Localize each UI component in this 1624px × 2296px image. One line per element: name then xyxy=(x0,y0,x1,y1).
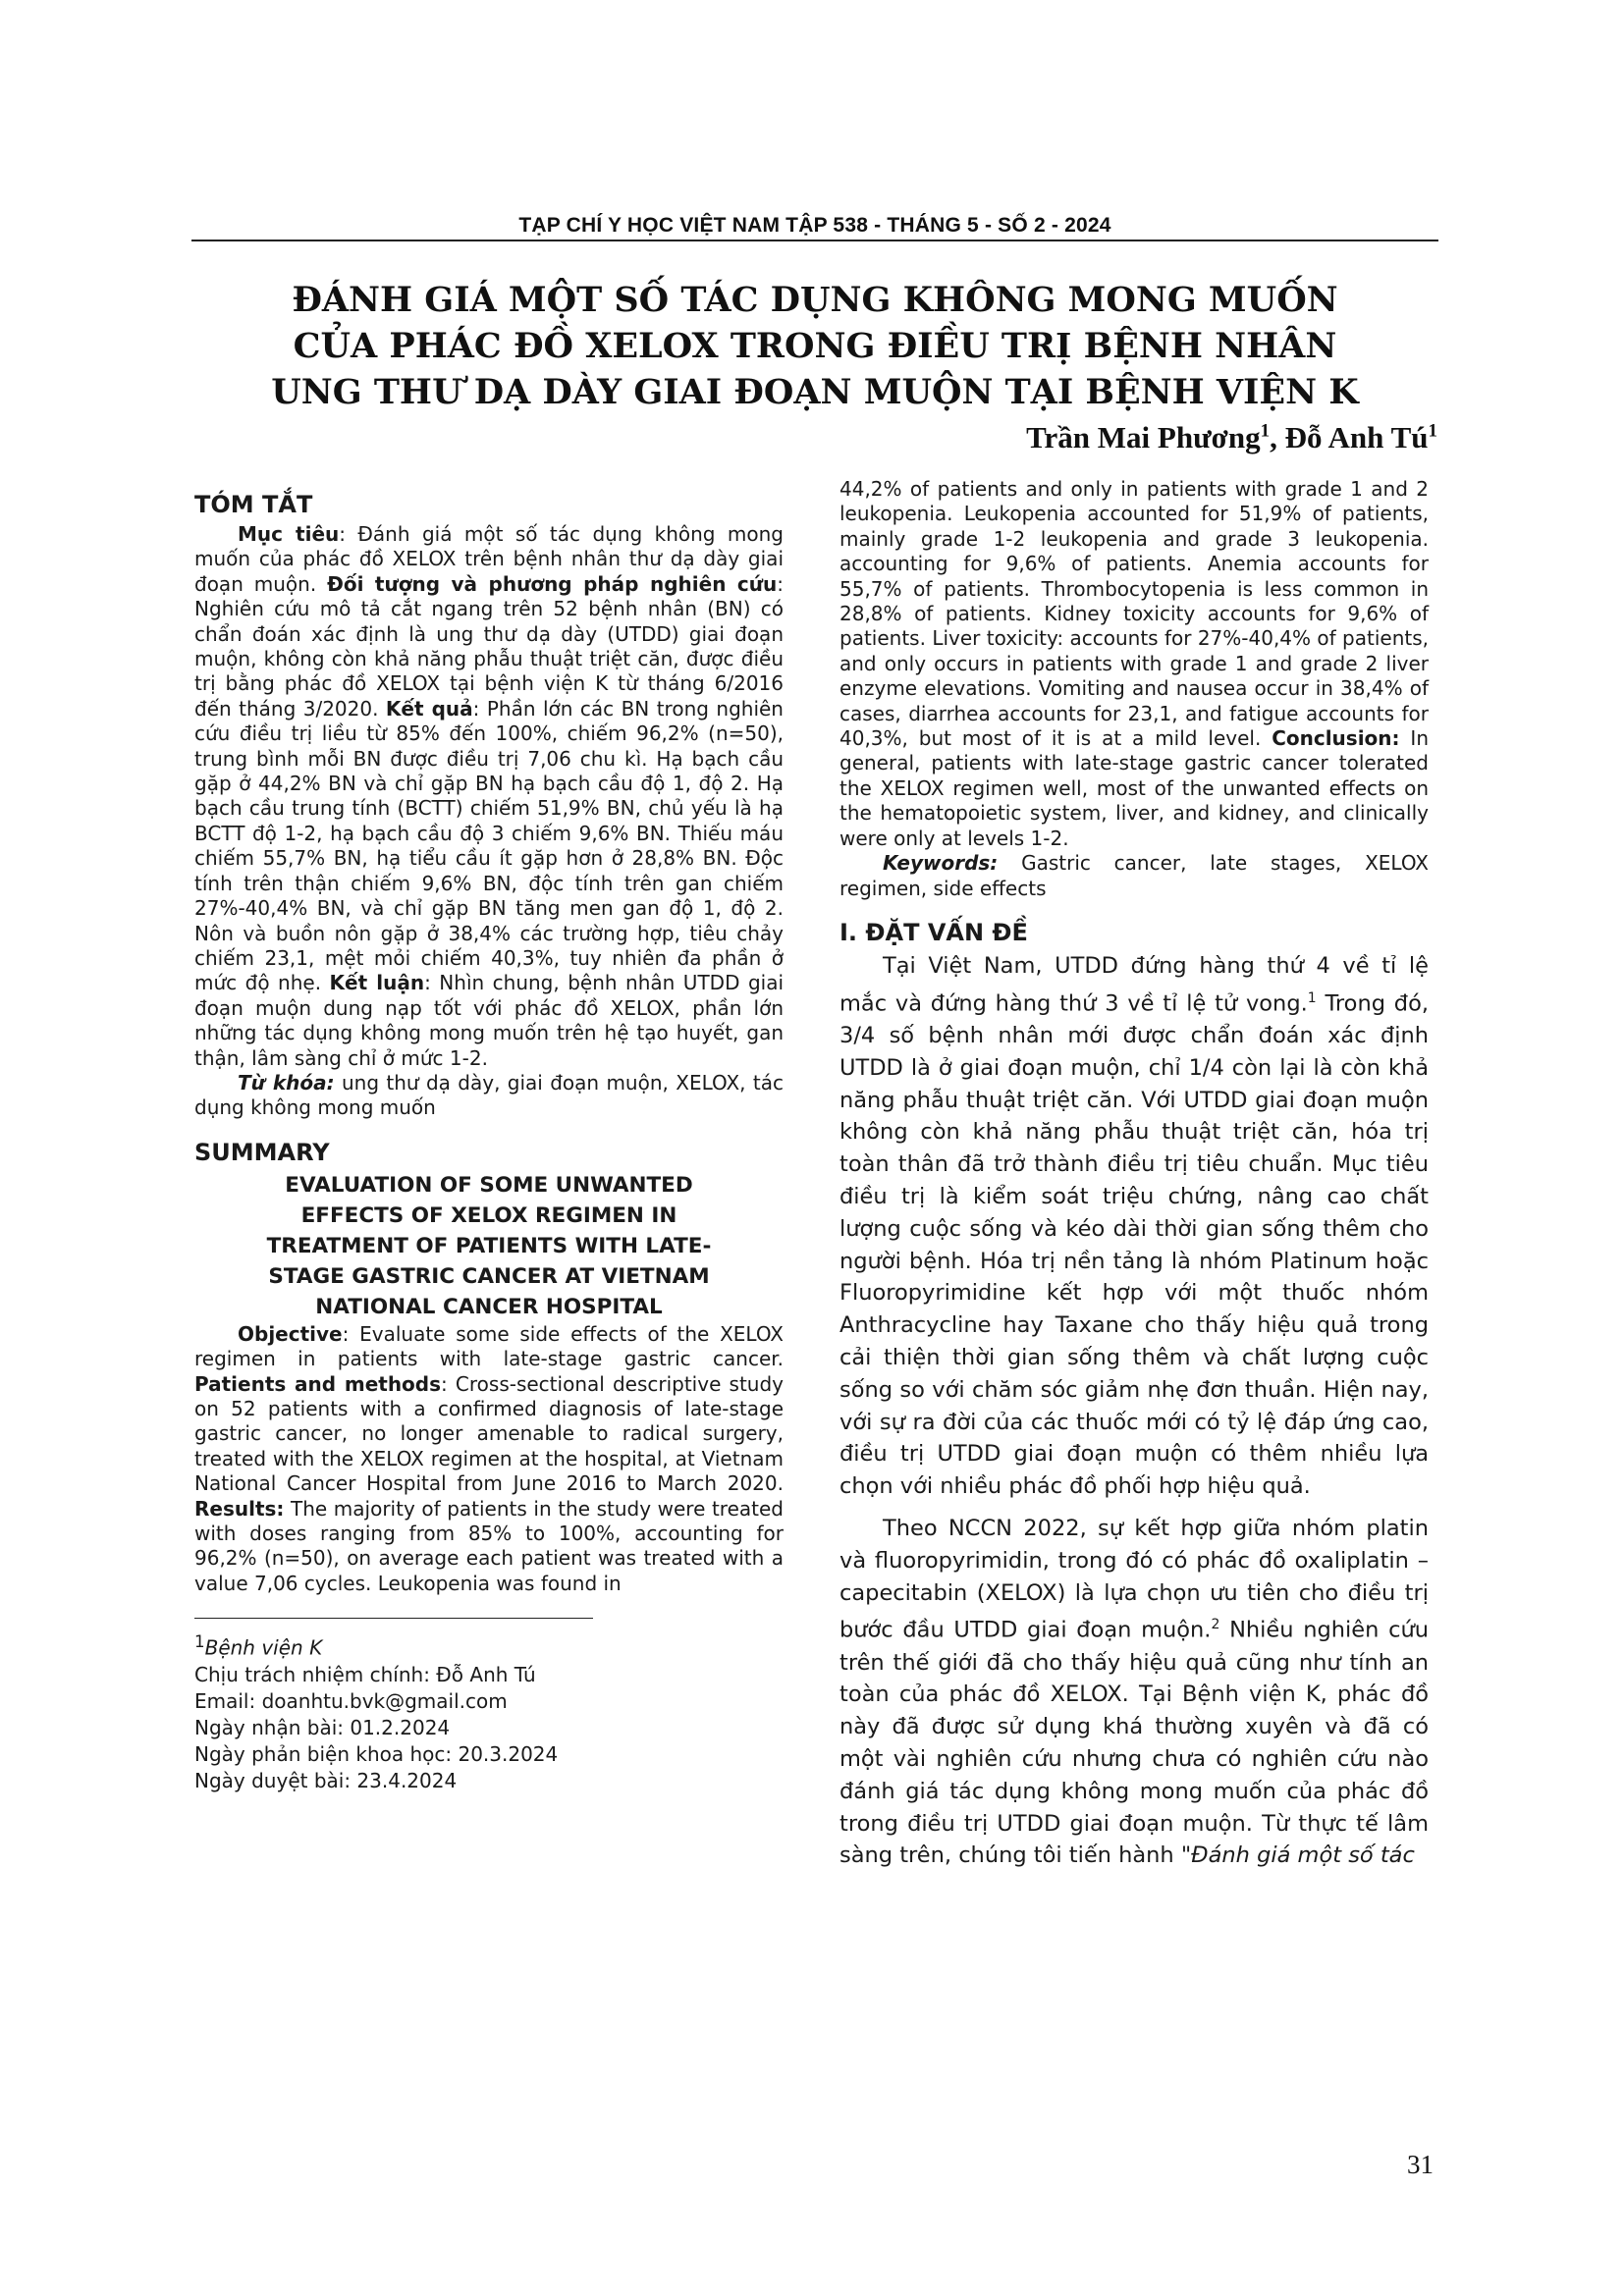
summary-title-line: EVALUATION OF SOME UNWANTED xyxy=(285,1172,693,1198)
bold-run: Kết luận xyxy=(329,971,425,995)
section-1-paragraph xyxy=(839,950,1429,1503)
footnote-affiliation xyxy=(194,1629,784,1662)
paragraph-text: Tại Việt Nam, UTDD đứng hàng thứ 4 về tỉ lệ mắc và đứng hàng thứ 3 về tỉ lệ tử vong. xyxy=(839,952,1429,1017)
text-run: : Nhìn chung, bệnh nhân UTDD giai đoạn muộn dung nạp tốt với phác đồ XELOX, phần lớn những tác dụng không mong muốn trên hệ tạo huyết, gan thận, lâm sàng chỉ ở mức 1-2. xyxy=(194,971,785,1070)
running-header: TẠP CHÍ Y HỌC VIỆT NAM TẬP 538 - THÁNG 5 - SỐ 2 - 2024 xyxy=(518,214,1111,237)
summary-title-line: TREATMENT OF PATIENTS WITH LATE- xyxy=(266,1233,712,1258)
footnote-line: Email: doanhtu.bvk@gmail.com xyxy=(194,1688,508,1713)
bold-run: Conclusion: xyxy=(1272,726,1400,751)
citation-ref: 2 xyxy=(1211,1617,1220,1633)
bold-run: Results: xyxy=(194,1496,285,1521)
right-column xyxy=(839,477,1429,1872)
bold-run: Kết quả xyxy=(385,696,473,721)
title-line: UNG THƯ DẠ DÀY GIAI ĐOẠN MUỘN TẠI BỆNH VIỆN K xyxy=(271,372,1359,412)
keywords-vi-label: Từ khóa: xyxy=(238,1070,335,1095)
article-title xyxy=(191,277,1438,415)
keywords-vi-text: ung thư dạ dày, giai đoạn muộn, XELOX, tác dụng không mong muốn xyxy=(194,1070,784,1120)
title-line: CỦA PHÁC ĐỒ XELOX TRONG ĐIỀU TRỊ BỆNH NHÂN xyxy=(293,326,1337,366)
text-run: : Cross-sectional descriptive study on 52 patients with a confirmed diagnosis of late-stage gastric cancer, no longer amenable to radical surgery, treated with the XELOX regimen at the hospital, at Vietnam National Cancer Hospital from June 2016 to March 2020. xyxy=(194,1371,784,1496)
bold-run: Patients and methods xyxy=(194,1371,442,1396)
author-affiliation-sup: 1 xyxy=(1260,420,1271,442)
footnote-rule xyxy=(194,1618,593,1619)
paragraph-text: Theo NCCN 2022, sự kết hợp giữa nhóm platin và fluoropyrimidin, trong đó có phác đồ oxaliplatin – capecitabin (XELOX) là lựa chọn ưu tiên cho điều trị bước đầu UTDD giai đoạn muộn. xyxy=(839,1515,1429,1643)
footnote-line: Chịu trách nhiệm chính: Đỗ Anh Tú xyxy=(194,1662,536,1686)
keywords-en-label: Keywords: xyxy=(883,851,999,876)
footnote-line: Ngày nhận bài: 01.2.2024 xyxy=(194,1715,451,1739)
summary-heading: SUMMARY xyxy=(194,1138,330,1166)
bold-run: Đối tượng và phương pháp nghiên cứu xyxy=(327,571,778,596)
footnotes xyxy=(194,1629,784,1794)
keywords-en xyxy=(839,851,1429,901)
summary-title-line: NATIONAL CANCER HOSPITAL xyxy=(315,1294,663,1319)
bold-run: Mục tiêu xyxy=(238,522,340,546)
abstract-vi-text xyxy=(194,522,784,1071)
section-1-paragraph xyxy=(839,1513,1429,1872)
title-line: ĐÁNH GIÁ MỘT SỐ TÁC DỤNG KHÔNG MONG MUỐN xyxy=(292,280,1338,320)
text-run: The majority of patients in the study were treated with doses ranging from 85% to 100%, accounting for 96,2% (n=50), on average each patient was treated with a value 7,06 cycles. Leukopenia was found in xyxy=(194,1496,784,1595)
summary-title xyxy=(214,1170,764,1322)
bold-run: Objective xyxy=(238,1321,343,1346)
summary-text-part2 xyxy=(839,477,1429,851)
footnote-sup: 1 xyxy=(194,1632,205,1652)
author-name: Đỗ Anh Tú xyxy=(1284,420,1429,454)
paragraph-text: Nhiều nghiên cứu trên thế giới đã cho thấy hiệu quả cũng như tính an toàn của phác đồ XELOX. Tại Bệnh viện K, phác đồ này đã được sử dụng khá thường xuyên và đã có một vài nghiên cứu nhưng chưa có nghiên cứu nào đánh giá tác dụng không mong muốn của phác đồ trong điều trị UTDD giai đoạn muộn. Từ thực tế lâm sàng trên, chúng tôi tiến hành xyxy=(839,1617,1429,1869)
author-list xyxy=(1026,420,1437,455)
summary-title-line: EFFECTS OF XELOX REGIMEN IN xyxy=(300,1202,677,1228)
author-name: Trần Mai Phương xyxy=(1026,420,1261,454)
text-run: : Nghiên cứu mô tả cắt ngang trên 52 bệnh nhân (BN) có chẩn đoán xác định là ung thư dạ dày (UTDD) giai đoạn muộn, không còn khả năng phẫu thuật triệt căn, được điều trị bằng phác đồ XELOX tại bệnh viện K từ tháng 6/2016 đến tháng 3/2020. xyxy=(194,571,784,721)
paragraph-text: Trong đó, 3/4 số bệnh nhân mới được chẩn đoán xác định UTDD là ở giai đoạn muộn, chỉ 1/4 còn lại là còn khả năng phẫu thuật triệt căn. Với UTDD giai đoạn muộn không còn khả năng phẫu thuật triệt căn, hóa trị toàn thân đã trở thành điều trị tiêu chuẩn. Mục tiêu điều trị là kiểm soát triệu chứng, nâng cao chất lượng cuộc sống và kéo dài thời gian sống thêm cho người bệnh. Hóa trị nền tảng là nhóm Platinum hoặc Fluoropyrimidine kết hợp với một thuốc nhóm Anthracycline hay Taxane cho thấy hiệu quả trong cải thiện thời gian sống thêm và chất lượng cuộc sống so với chăm sóc giảm nhẹ đơn thuần. Hiện nay, với sự ra đời của các thuốc mới có tỷ lệ đáp ứng cao, điều trị UTDD giai đoạn muộn có thêm nhiều lựa chọn với nhiều phác đồ phối hợp hiệu quả. xyxy=(839,990,1430,1500)
author-separator: , xyxy=(1270,420,1285,454)
page-number: 31 xyxy=(1407,2150,1434,2179)
text-run: : Evaluate some side effects of the XELOX regimen in patients with late-stage gastric cancer. xyxy=(194,1321,784,1371)
text-run: : Phần lớn các BN trong nghiên cứu điều trị liều từ 85% đến 100%, chiếm 96,2% (n=50), trung bình mỗi BN được điều trị 7,06 chu kì. Hạ bạch cầu gặp ở 44,2% BN và chỉ gặp BN hạ bạch cầu độ 1, độ 2. Hạ bạch cầu trung tính (BCTT) chiếm 51,9% BN, chủ yếu là hạ BCTT độ 1-2, hạ bạch cầu độ 3 chiếm 9,6% BN. Thiếu máu chiếm 55,7% BN, hạ tiểu cầu ít gặp hơn ở 28,8% BN. Độc tính trên thận chiếm 9,6% BN, độc tính trên gan chiếm 27%-40,4% BN, và chỉ gặp BN tăng men gan độ 1, độ 2. Nôn và buồn nôn gặp ở 38,4% các trường hợp, tiêu chảy chiếm 23,1, mệt mỏi chiếm 40,3%, tuy nhiên đa phần ở mức độ nhẹ. xyxy=(194,696,784,995)
left-column xyxy=(194,479,784,1794)
section-1-heading: I. ĐẶT VẤN ĐỀ xyxy=(839,918,1028,946)
footnote-affiliation-text: Bệnh viện K xyxy=(204,1635,323,1660)
text-run: 44,2% of patients and only in patients with grade 1 and 2 leukopenia. Leukopenia accounted for 51,9% of patients, mainly grade 1-2 leukopenia and grade 3 leukopenia. accounting for 9,6% of patients. Anemia accounts for 55,7% of patients. Thrombocytopenia is less common in 28,8% of patients. Kidney toxicity accounts for 9,6% of patients. Liver toxicity: accounts for 27%-40,4% of patients, and only occurs in patients with grade 1 and grade 2 liver enzyme elevations. Vomiting and nausea occur in 38,4% of cases, diarrhea accounts for 23,1, and fatigue accounts for 40,3%, but most of it is at a mild level. xyxy=(839,477,1429,751)
abstract-vi-heading: TÓM TẮT xyxy=(194,491,313,518)
keywords-vi xyxy=(194,1071,784,1121)
paragraph-italic: "Đánh giá một số tác xyxy=(1180,1842,1415,1869)
text-run: : Đánh giá một số tác dụng không mong muốn của phác đồ XELOX trên bệnh nhân thư dạ dày giai đoạn muộn. xyxy=(194,522,784,596)
keywords-en-text: Gastric cancer, late stages, XELOX regimen, side effects xyxy=(839,851,1429,900)
text-run: In general, patients with late-stage gastric cancer tolerated the XELOX regimen well, most of the unwanted effects on the hematopoietic system, liver, and kidney, and clinically were only at levels 1-2. xyxy=(839,726,1429,850)
citation-ref: 1 xyxy=(1307,989,1317,1006)
summary-text-part1 xyxy=(194,1322,784,1596)
author-affiliation-sup: 1 xyxy=(1428,420,1437,442)
footnote-line: Ngày duyệt bài: 23.4.2024 xyxy=(194,1768,458,1792)
footnote-line: Ngày phản biện khoa học: 20.3.2024 xyxy=(194,1741,559,1766)
summary-title-line: STAGE GASTRIC CANCER AT VIETNAM xyxy=(268,1263,710,1289)
section-1-body xyxy=(839,950,1429,1872)
header-rule xyxy=(191,240,1438,241)
